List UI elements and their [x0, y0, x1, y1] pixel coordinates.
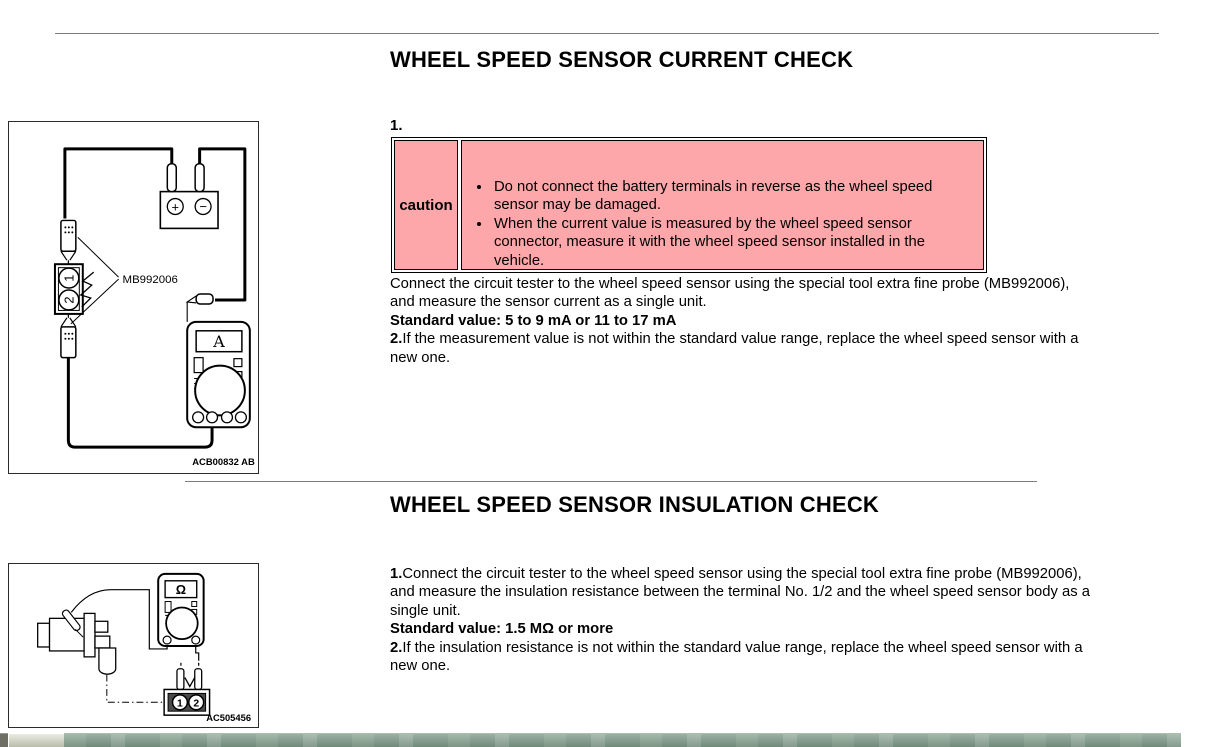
caution-body [461, 140, 984, 270]
taskbar-edge [0, 733, 8, 747]
sensor-connector [55, 264, 94, 314]
caution-box [391, 137, 987, 273]
figure-code: ACB00832 AB [192, 457, 255, 469]
section-title-current-check: WHEEL SPEED SENSOR CURRENT CHECK [390, 47, 854, 72]
meter-probe [187, 294, 213, 322]
step-1-number: 1. [390, 117, 403, 134]
tool-callout [71, 237, 178, 324]
figure-code: AC505456 [206, 713, 252, 724]
extra-fine-probe-upper [61, 220, 76, 264]
terminal-2-label: 2 [193, 698, 200, 710]
top-divider [55, 33, 1159, 34]
terminal-1-label: 1 [61, 274, 77, 282]
current-check-figure [8, 121, 259, 474]
caution-item: • When the current value is measured by the wheel speed sensor connector, measure it with the wheel speed sensor installed in the vehicle. [492, 215, 973, 270]
spark-icon [185, 678, 195, 687]
ohmmeter-display-letter: Ω [175, 582, 187, 598]
battery-symbol [160, 164, 218, 229]
current-check-diagram [9, 122, 258, 473]
taskbar-button[interactable] [8, 733, 64, 747]
step-1-text: 1.Connect the circuit tester to the wheel speed sensor using the special tool extra fine probe (MB992006), and measure the insulation resistance between the terminal No. 1/2 and the wheel speed sensor body as a single unit. [390, 566, 1090, 619]
sensor-connector [164, 689, 209, 715]
standard-value-current: Standard value: 5 to 9 mA or 11 to 17 mA [390, 312, 677, 329]
ammeter-display-letter: A [213, 332, 225, 352]
section-title-insulation-check: WHEEL SPEED SENSOR INSULATION CHECK [390, 492, 880, 517]
step-2-text: 2.If the insulation resistance is not within the standard value range, replace the wheel speed sensor with a new one. [390, 639, 1083, 675]
step-1-text: Connect the circuit tester to the wheel speed sensor using the special tool extra fine probe (MB992006), and measure the sensor current as a single unit. [390, 276, 1070, 311]
current-check-instructions [390, 275, 1097, 367]
section-divider [185, 481, 1037, 482]
insulation-check-figure [8, 563, 259, 728]
terminal-2-label: 2 [61, 296, 77, 304]
connector-probes [177, 669, 202, 690]
tool-label: MB992006 [122, 274, 178, 287]
caution-item: • Do not connect the battery terminals in reverse as the wheel speed sensor may be damaged. [492, 178, 973, 215]
standard-value-insulation: Standard value: 1.5 MΩ or more [390, 621, 614, 638]
step-2-text: 2.If the measurement value is not within the standard value range, replace the wheel speed sensor with a new one. [390, 331, 1079, 366]
taskbar[interactable] [0, 733, 1181, 747]
terminal-1-label: 1 [177, 698, 183, 710]
caution-list [462, 178, 983, 270]
caution-label: caution [394, 140, 458, 270]
ohmmeter [158, 574, 203, 646]
battery-minus-icon: − [199, 198, 207, 214]
battery-plus-icon: + [171, 199, 180, 215]
taskbar-strip[interactable] [64, 733, 1181, 747]
insulation-check-instructions [390, 565, 1099, 675]
ammeter [187, 322, 250, 427]
insulation-check-diagram [9, 564, 258, 727]
pigtail-line [107, 675, 164, 703]
